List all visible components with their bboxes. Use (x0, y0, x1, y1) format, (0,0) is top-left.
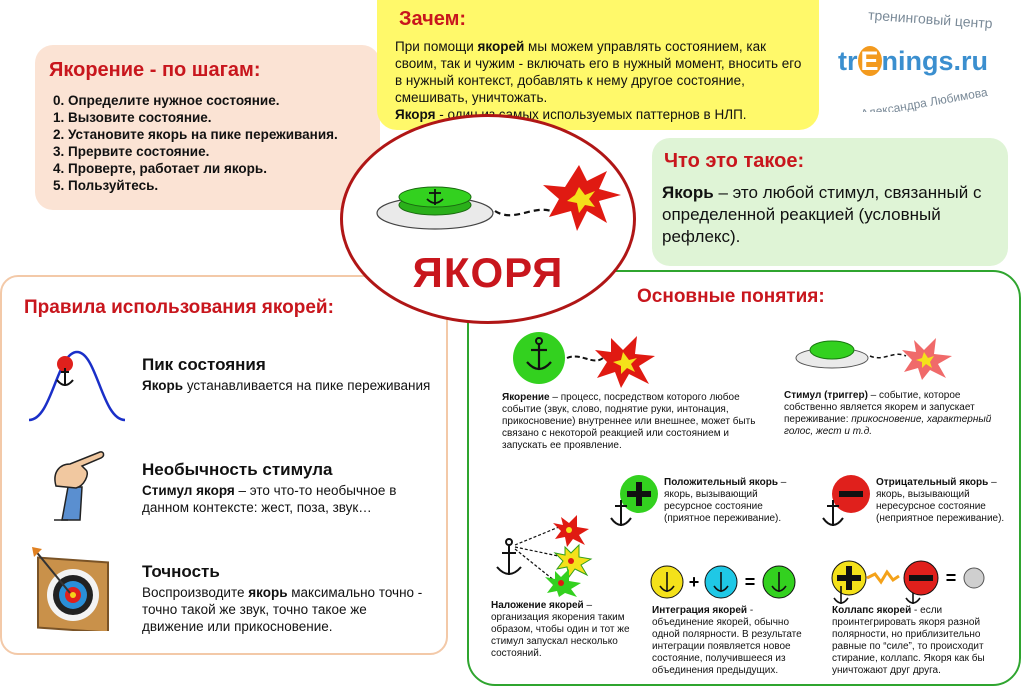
steps-title: Якорение - по шагам: (49, 59, 261, 81)
rule-heading: Пик состояния (142, 355, 266, 374)
target-icon (30, 545, 114, 631)
anchoring-text: Якорение – процесс, посредством которого любое событие (звук, слово, поднятие руки, интонация, прикосновение) внутреннее или внешнее, может быть связано с некоторой реакцией или состоянием и запускать ее проявление. (502, 392, 756, 451)
concepts-panel (467, 270, 1021, 686)
pointing-hand-icon (42, 442, 107, 527)
what-title: Что это такое: (664, 150, 805, 172)
logo-top-text: тренинговый центр (867, 6, 994, 32)
trigger-button-illustration (373, 165, 623, 245)
steps-item: 1. Вызовите состояние. (53, 110, 212, 125)
why-panel (377, 0, 819, 130)
logo (832, 2, 1012, 112)
rule-unusual: Необычность стимула Стимул якоря – это что-то необычное в данном контексте: жест, поза, звук… (142, 460, 432, 516)
equals-sign: = (945, 568, 957, 588)
rule-heading: Точность (142, 562, 220, 581)
steps-item: 5. Пользуйтесь. (53, 178, 159, 193)
overlay-illustration (491, 515, 596, 597)
rules-panel (0, 275, 448, 655)
why-text: При помощи якорей мы можем управлять состоянием, как своим, так и чужим - включать его в нужный момент, вносить его в нужный контекст, добавлять к нему другое состояние, смешивать, уничтожать. Якоря - один из самых используемых паттернов в НЛП. (395, 39, 802, 122)
overlay-text: Наложение якорей – организация якорения таким образом, чтобы один и тот же стимул запускал несколько состояний. (491, 600, 630, 659)
rule-peak: Пик состояния Якорь устанавливается на пике переживания (142, 355, 431, 393)
what-panel (652, 138, 1008, 266)
negative-anchor-icon (819, 472, 871, 532)
center-ellipse (340, 114, 636, 324)
negative-text: Отрицательный якорь – якорь, вызывающий нересурсное состояние (неприятное переживание). (876, 477, 1005, 524)
plus-sign: + (688, 572, 700, 592)
anchoring-illustration (511, 330, 661, 390)
positive-text: Положительный якорь – якорь, вызывающий ресурсное состояние (приятное переживание). (664, 477, 787, 524)
logo-name: tr E nings.ru (838, 46, 989, 76)
steps-item: 2. Установите якорь на пике переживания. (53, 127, 338, 142)
rule-precision: Точность Воспроизводите якорь максимально точно - точно такой же звук, точно такое же движение или прикосновение. (142, 562, 432, 635)
peak-curve-icon (27, 342, 127, 424)
concepts-title: Основные понятия: (637, 286, 825, 307)
what-text: Якорь – это любой стимул, связанный с определенной реакцией (условный рефлекс). (662, 183, 982, 246)
steps-item: 0. Определите нужное состояние. (53, 93, 280, 108)
stimulus-illustration (794, 332, 964, 382)
equals-sign: = (744, 572, 756, 592)
integration-text: Интеграция якорей - объединение якорей, обычно одной полярности. В результате интеграции появляется новое состояние, получившееся из объединения предыдущих. (652, 605, 802, 676)
logo-bottom-text: Александра Любимова (859, 84, 989, 112)
integration-illustration (649, 562, 809, 602)
rule-heading: Необычность стимула (142, 460, 333, 479)
steps-panel (35, 45, 380, 210)
collapse-text: Коллапс якорей - если проинтегрировать якоря разной полярности, но приблизительно равные по “силе”, то происходит стирание, коллапс. Якоря как бы уничтожают друг друга. (832, 605, 985, 676)
steps-item: 3. Прервите состояние. (53, 144, 210, 159)
steps-item: 4. Проверте, работает ли якорь. (53, 161, 267, 176)
rules-title: Правила использования якорей: (24, 297, 334, 318)
collapse-illustration (829, 556, 989, 606)
why-title: Зачем: (399, 8, 467, 30)
stimulus-text: Стимул (триггер) – событие, которое собственно является якорем и запускает переживание: прикосновение, характерный голос, жест и т.д. (784, 390, 992, 437)
positive-anchor-icon (607, 472, 659, 532)
center-title: ЯКОРЯ (412, 249, 564, 296)
steps-list (53, 92, 338, 194)
